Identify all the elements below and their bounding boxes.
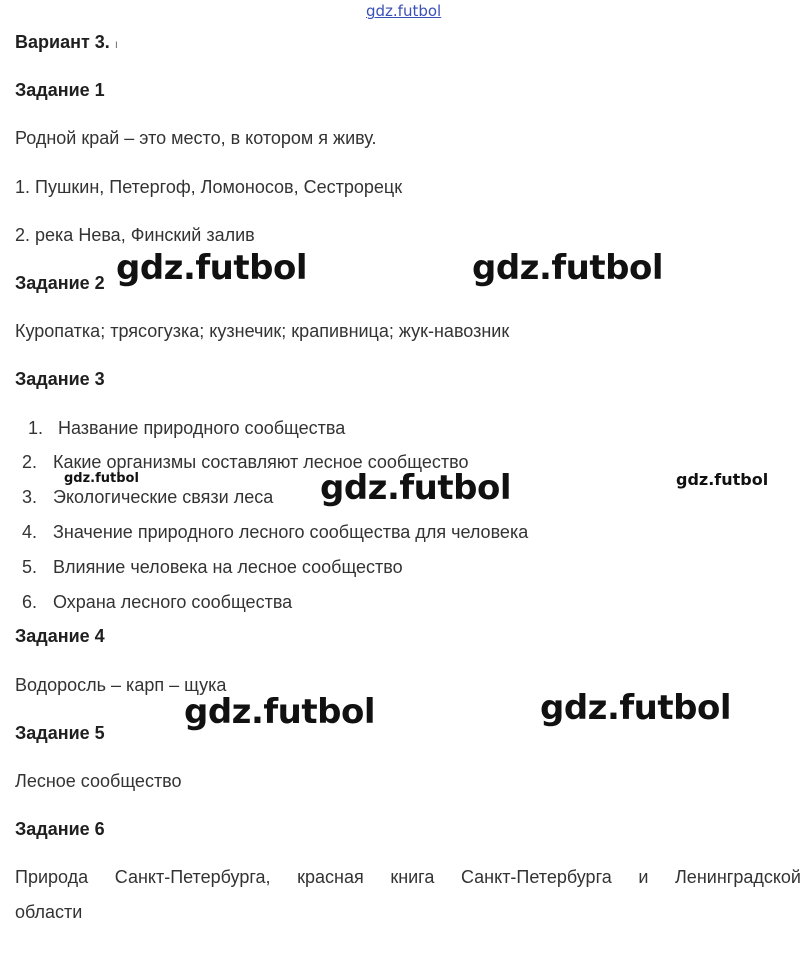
task-5-text: Лесное сообщество (15, 771, 182, 791)
task-2-heading: Задание 2 (15, 273, 105, 293)
list-item-number: 3. (22, 487, 38, 507)
task-6-line-1: Природа Санкт-Петербурга, красная книга Санкт-Петербурга и Ленинградской (15, 867, 801, 887)
list-item-text: Экологические связи леса (53, 487, 274, 507)
list-item-text: Значение природного лесного сообщества для человека (53, 522, 529, 542)
task-3-item (22, 487, 273, 508)
watermark: gdz.futbol (540, 688, 731, 728)
watermark-top-link: gdz.futbol (366, 2, 442, 20)
list-item-text: Влияние человека на лесное сообщество (53, 557, 403, 577)
list-item-text: Охрана лесного сообщества (53, 592, 293, 612)
task-3-item (22, 522, 528, 543)
list-item-number: 5. (22, 557, 38, 577)
task-3-item (22, 592, 292, 613)
task-1-heading: Задание 1 (15, 80, 105, 100)
task-1-line-2: 2. река Нева, Финский залив (15, 225, 255, 245)
watermark: gdz.futbol (676, 470, 769, 489)
task-4-heading: Задание 4 (15, 626, 105, 646)
watermark: gdz.futbol (184, 692, 375, 732)
variant-title-mark: ı (114, 37, 119, 51)
watermark: gdz.futbol (116, 248, 307, 288)
task-2-text: Куропатка; трясогузка; кузнечик; крапивница; жук-навозник (15, 321, 510, 341)
task-3-heading: Задание 3 (15, 369, 105, 389)
task-4-text: Водоросль – карп – щука (15, 675, 227, 695)
list-item-number: 2. (22, 452, 38, 472)
task-6-line-2: области (15, 902, 83, 922)
list-item-number: 4. (22, 522, 38, 542)
variant-title (15, 32, 118, 53)
task-3-item (22, 557, 403, 578)
list-item-text: Название природного сообщества (58, 418, 346, 438)
watermark: gdz.futbol (64, 471, 139, 486)
task-1-intro: Родной край – это место, в котором я живу. (15, 128, 377, 148)
list-item-number: 1. (28, 418, 44, 438)
task-5-heading: Задание 5 (15, 723, 105, 743)
task-3-item (28, 418, 345, 439)
variant-title-text: Вариант 3. (15, 32, 110, 52)
watermark: gdz.futbol (320, 468, 511, 508)
task-6-heading: Задание 6 (15, 819, 105, 839)
list-item-text: Какие организмы составляют лесное сообщество (53, 452, 469, 472)
task-1-line-1: 1. Пушкин, Петергоф, Ломоносов, Сестрорецк (15, 177, 403, 197)
watermark: gdz.futbol (472, 248, 663, 288)
list-item-number: 6. (22, 592, 38, 612)
